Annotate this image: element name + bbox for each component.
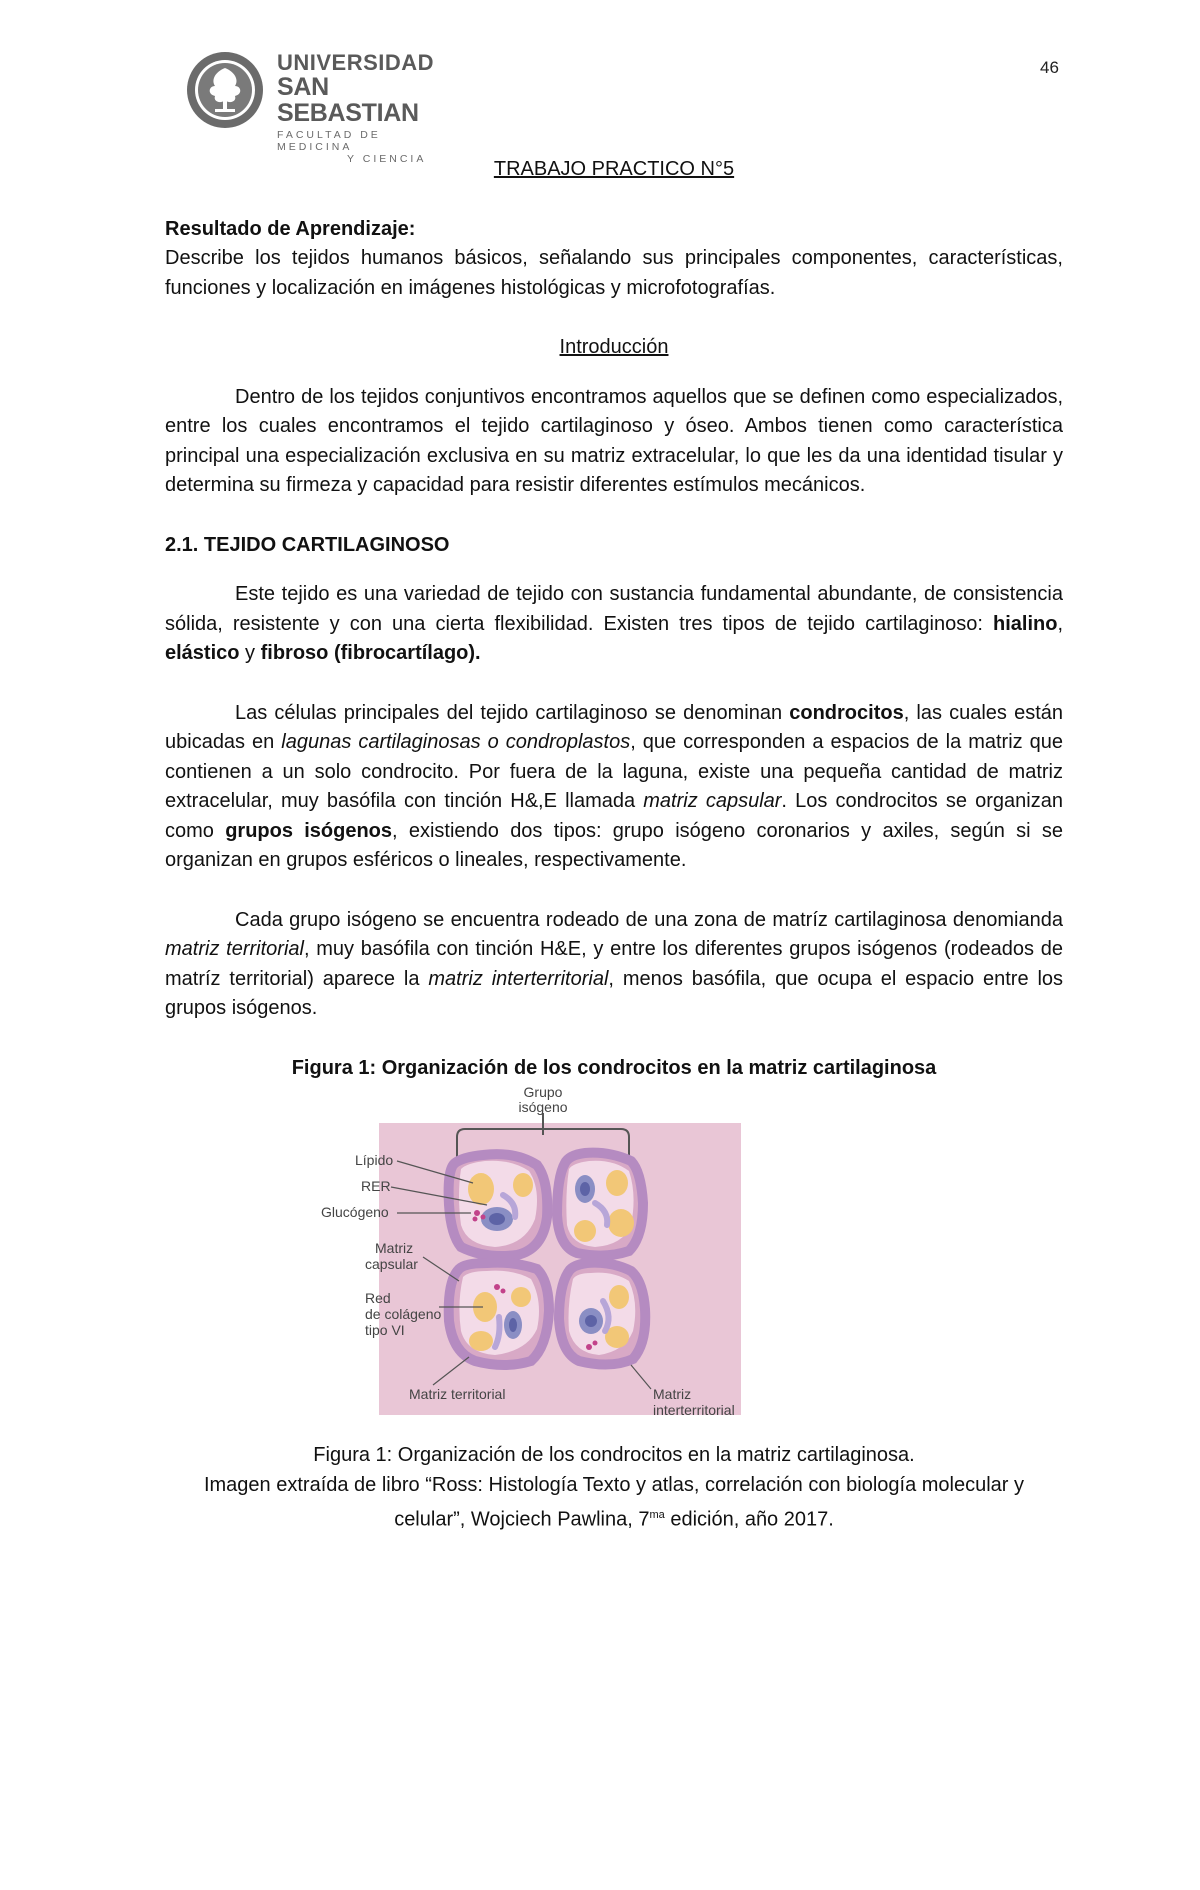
p2-text-b: , las cuales están ubicadas en xyxy=(165,701,1064,753)
label-matriz-territorial: Matriz territorial xyxy=(409,1386,506,1402)
p3-text-c: , menos basófila, que ocupa el espacio entre los grupos isógenos. xyxy=(165,967,1064,1019)
lipid-droplet xyxy=(609,1285,629,1309)
figure-title: Figura 1: Organización de los condrocitos en la matriz cartilaginosa xyxy=(291,1056,937,1079)
term-matriz-territorial: matriz territorial xyxy=(165,938,304,960)
intro-heading: Introducción xyxy=(559,336,669,358)
figure-diagram xyxy=(165,1085,1063,1480)
logo-text xyxy=(277,52,445,165)
glycogen xyxy=(474,1210,480,1216)
document-title: TRABAJO PRACTICO N°5 xyxy=(493,158,735,180)
label-tipo-vi: tipo VI xyxy=(365,1322,405,1338)
p1-sep2: y xyxy=(239,642,261,664)
p1-sep: , xyxy=(1057,612,1063,635)
term-lagunas: lagunas cartilaginosas o condroplastos xyxy=(281,731,631,753)
term-fibroso: fibroso (fibrocartílago). xyxy=(260,642,481,664)
document-body xyxy=(165,155,1063,1535)
p2-text-d: . Los condrocitos se organizan como xyxy=(165,790,1063,842)
label-interterritorial: interterritorial xyxy=(653,1402,735,1418)
label-lipido: Lípido xyxy=(355,1152,394,1168)
label-matriz: Matriz xyxy=(375,1240,414,1256)
caption-superscript: ma xyxy=(649,1509,665,1521)
term-condrocitos: condrocitos xyxy=(789,701,904,724)
label-isogeno: isógeno xyxy=(518,1099,568,1115)
page-number: 46 xyxy=(1040,58,1059,77)
learning-outcome-heading: Resultado de Aprendizaje: xyxy=(165,217,416,240)
lipid-droplet xyxy=(574,1220,596,1242)
lipid-droplet xyxy=(513,1173,533,1197)
label-de-colageno: de colágeno xyxy=(365,1306,442,1322)
lipid-droplet xyxy=(608,1209,634,1237)
term-elastico: elástico xyxy=(165,642,240,664)
label-red: Red xyxy=(365,1290,391,1306)
intro-paragraph: Dentro de los tejidos conjuntivos encontramos aquellos que se definen como especializados, entre los cuales encontramos el tejido cartilaginoso y óseo. Ambos tienen como característica principal una especialización exclusiva en su matriz extracelular, lo que les da una identidad tisular y determina su firmeza y capacidad para resistir diferentes estímulos mecánicos. xyxy=(165,385,1063,496)
figure-caption-line3 xyxy=(165,1500,1063,1535)
term-matriz-interterritorial: matriz interterritorial xyxy=(428,967,609,990)
p2-text-c: , que corresponden a espacios de la matriz que contienen a un solo condrocito. Por fuera de la laguna, existe una pequeña cantidad de matriz extracelular, muy basófila con tinción H&,E llamada xyxy=(165,731,1063,812)
figure-caption-line1: Figura 1: Organización de los condrocitos en la matriz cartilaginosa. xyxy=(313,1444,915,1466)
learning-outcome-text: Describe los tejidos humanos básicos, señalando sus principales componentes, características, funciones y localización en imágenes histológicas y microfotografías. xyxy=(165,247,1063,299)
cell-top-left xyxy=(449,1154,548,1256)
faculty-line2: Y CIENCIA xyxy=(347,153,427,165)
p2-text-a: Las células principales del tejido cartilaginoso se denominan xyxy=(235,701,790,724)
p2-text-e: , existiendo dos tipos: grupo isógeno coronarios y axiles, según si se organizan en grupos esféricos o lineales, respectivamente. xyxy=(165,819,1064,871)
term-matriz-capsular: matriz capsular xyxy=(643,790,782,812)
lipid-droplet xyxy=(606,1170,628,1196)
paragraph-matrix xyxy=(165,906,1063,1024)
university-name-line1: UNIVERSIDAD xyxy=(277,50,435,75)
lipid-droplet xyxy=(468,1173,494,1205)
chondrocyte-diagram xyxy=(165,1085,1063,1480)
label-rer: RER xyxy=(361,1178,391,1194)
lipid-droplet xyxy=(469,1331,493,1351)
glycogen xyxy=(586,1344,592,1350)
paragraph-chondrocytes xyxy=(165,699,1063,876)
figure-caption-line2: Imagen extraída de libro “Ross: Histología Texto y atlas, correlación con biología molecular y xyxy=(203,1474,1025,1496)
label-grupo: Grupo xyxy=(523,1085,563,1100)
university-seal-icon xyxy=(185,50,265,130)
p1-text: Este tejido es una variedad de tejido con sustancia fundamental abundante, de consistencia sólida, resistente y con una cierta flexibilidad. Existen tres tipos de tejido cartilaginoso: xyxy=(165,583,1063,635)
university-name-line2: SAN SEBASTIAN xyxy=(277,73,419,127)
section-heading: 2.1. TEJIDO CARTILAGINOSO xyxy=(165,533,450,556)
lipid-droplet xyxy=(511,1287,531,1307)
glycogen xyxy=(494,1284,500,1290)
university-logo xyxy=(185,50,445,165)
caption-line3-b: edición, año 2017. xyxy=(664,1508,834,1531)
label-capsular: capsular xyxy=(365,1256,418,1272)
term-hialino: hialino xyxy=(992,612,1058,635)
p3-text-b: , muy basófila con tinción H&E, y entre los diferentes grupos isógenos (rodeados de matríz territorial) aparece la xyxy=(165,938,1063,990)
label-glucogeno: Glucógeno xyxy=(321,1204,389,1220)
term-grupos-isogenos: grupos isógenos xyxy=(225,819,393,842)
cell-top-right xyxy=(557,1153,643,1256)
cell-bottom-right xyxy=(559,1263,645,1365)
caption-line3-a: celular”, Wojciech Pawlina, 7 xyxy=(394,1508,650,1531)
p3-text-a: Cada grupo isógeno se encuentra rodeado de una zona de matríz cartilaginosa denomianda xyxy=(235,908,1063,931)
faculty-line1: FACULTAD DE MEDICINA xyxy=(277,129,381,153)
paragraph-cartilage-types xyxy=(165,580,1063,669)
label-matriz2: Matriz xyxy=(653,1386,692,1402)
cell-bottom-left xyxy=(449,1263,549,1365)
